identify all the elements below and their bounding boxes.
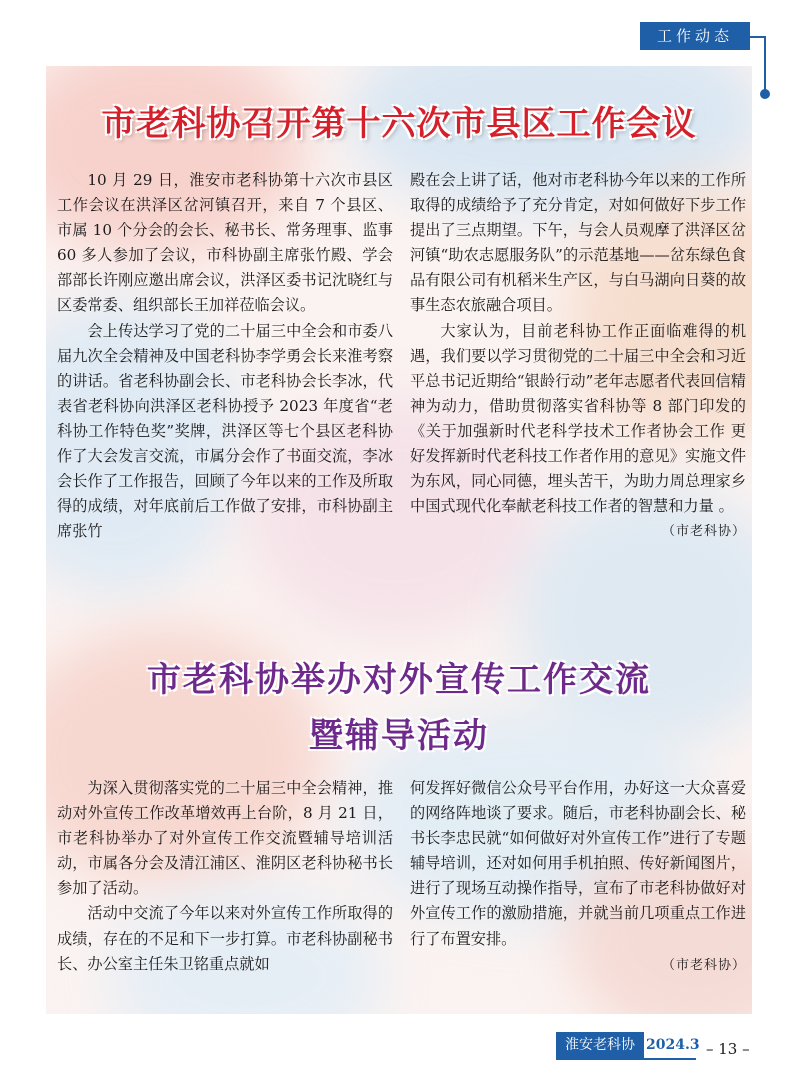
journal-issue: 2024.3 <box>646 1037 700 1053</box>
article2-right-column <box>410 776 746 978</box>
article2-source-line <box>410 952 746 978</box>
article1-left-column <box>57 168 393 544</box>
article1-paragraph-3: 殿在会上讲了话，他对市老科协今年以来的工作所取得的成绩给予了充分肯定，对如何做好下步工作提出了三点期望。下午，与会人员观摩了洪泽区岔河镇“助农志愿服务队”的示范基地——岔东绿色食品有限公司有机稻米生产区，与白马湖向日葵的故事生态农旅融合项目。 <box>410 171 746 315</box>
page-number: – 13 – <box>706 1040 750 1058</box>
tag-vertical-rule <box>764 36 766 92</box>
article1-paragraph-4-text: 大家认为，目前老科协工作正面临难得的机遇，我们要以学习贯彻党的二十届三中全会和习近平总书记近期给“银龄行动”老年志愿者代表回信精神为动力，借助贯彻落实省科协等 8 部门印发的《关于加强新时代老科学技术工作者协会工作 更好发挥新时代老科技工作者作用的意见》实施文件为东风，同心同德，埋头苦干，为助力周总理家乡中国式现代化奉献老科技工作者的智慧和力量 。 <box>410 321 746 516</box>
article1-right-column <box>410 168 746 544</box>
footer-rule <box>556 1058 696 1060</box>
journal-name: 淮安老科协 <box>556 1032 644 1058</box>
article2-paragraph-2: 活动中交流了今年以来对外宣传工作所取得的成绩，存在的不足和下一步打算。市老科协副秘书长、办公室主任朱卫铭重点就如 <box>57 904 393 973</box>
article2-title-line2: 暨辅导活动 <box>309 716 489 756</box>
article2-source: （市老科协） <box>661 957 746 973</box>
article1-paragraph-1: 10 月 29 日，淮安市老科协第十六次市县区工作会议在洪泽区岔河镇召开，来自 7 个县区、市属 10 个分会的会长、秘书长、常务理事、监事 60 多人参加了会议，市科协副主席张竹殿、学会部部长许刚应邀出席会议，洪泽区委书记沈晓红与区委常委、组织部长王加祥莅临会议。 <box>57 171 393 315</box>
article1-paragraph-4 <box>410 319 746 540</box>
article2-paragraph-1: 为深入贯彻落实党的二十届三中全会精神，推动对外宣传工作改革增效再上台阶，8 月 21 日，市老科协举办了对外宣传工作交流暨辅导培训活动，市属各分会及清江浦区、淮阴区老科协秘书长参加了活动。 <box>57 779 393 898</box>
article2-title-line1: 市老科协举办对外宣传工作交流 <box>147 660 651 700</box>
article1-source: （市老科协） <box>661 524 746 540</box>
section-tag: 工作动态 <box>640 22 750 50</box>
article1-title: 市老科协召开第十六次市县区工作会议 <box>101 104 697 144</box>
article1-paragraph-2: 会上传达学习了党的二十届三中全会和市委八届九次全会精神及中国老科协李学勇会长来淮考察的讲话。省老科协副会长、市老科协会长李冰，代表省老科协向洪泽区老科协授予 2023 年度省“老科协工作特色奖”奖牌，洪泽区等七个县区老科协作了大会发言交流，市属分会作了书面交流，李冰会长作了工作报告，回顾了今年以来的工作及所取得的成绩，对年底前后工作做了安排，市科协副主席张竹 <box>57 321 393 541</box>
article2-paragraph-3: 何发挥好微信公众号平台作用，办好这一大众喜爱的网络阵地谈了要求。随后，市老科协副会长、秘书长李忠民就“如何做好对外宣传工作”进行了专题辅导培训，还对如何用手机拍照、传好新闻图片，进行了现场互动操作指导，宣布了市老科协做好对外宣传工作的激励措施，并就当前几项重点工作进行了布置安排。 <box>410 779 746 948</box>
article2-left-column <box>57 776 393 977</box>
tag-dot <box>760 89 770 99</box>
